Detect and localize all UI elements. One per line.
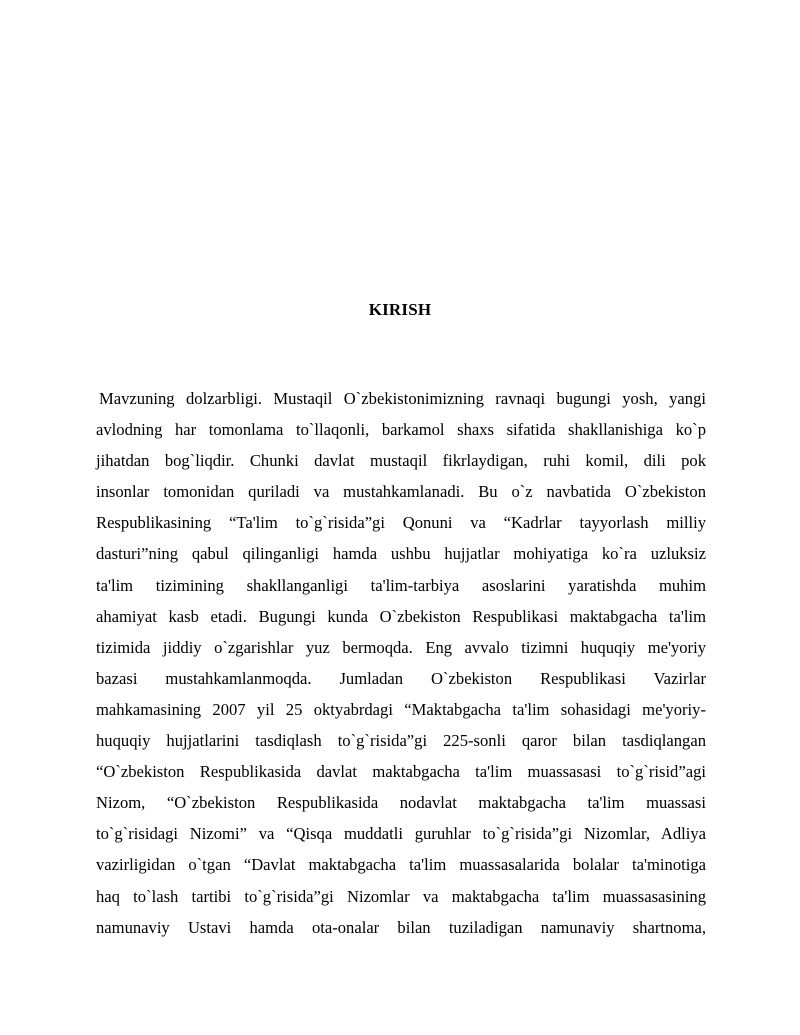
paragraph-line: jihatdan bog`liqdir. Chunki davlat mustaqil fikrlaydigan, ruhi komil, dili pok: [96, 451, 706, 471]
paragraph-line: haq to`lash tartibi to`g`risida”gi Nizomlar va maktabgacha ta'lim muassasasining: [96, 886, 706, 906]
paragraph-line: huquqiy hujjatlarini tasdiqlash to`g`risida”gi 225-sonli qaror bilan tasdiqlangan: [96, 731, 706, 751]
paragraph-line: vazirligidan o`tgan “Davlat maktabgacha ta'lim muassasalarida bolalar ta'minotiga: [96, 855, 706, 875]
paragraph-line: to`g`risidagi Nizomi” va “Qisqa muddatli guruhlar to`g`risida”gi Nizomlar, Adliya: [96, 824, 706, 844]
paragraph-line: tizimida jiddiy o`zgarishlar yuz bermoqda. Eng avvalo tizimni huquqiy me'yoriy: [96, 637, 706, 657]
paragraph-line: ahamiyat kasb etadi. Bugungi kunda O`zbekiston Respublikasi maktabgacha ta'lim: [96, 606, 706, 626]
paragraph-line: insonlar tomonidan quriladi va mustahkamlanadi. Bu o`z navbatida O`zbekiston: [96, 482, 706, 502]
paragraph-line: ta'lim tizimining shakllanganligi ta'lim-tarbiya asoslarini yaratishda muhim: [96, 575, 706, 595]
paragraph-line: Nizom, “O`zbekiston Respublikasida nodavlat maktabgacha ta'lim muassasi: [96, 793, 706, 813]
paragraph-line: namunaviy Ustavi hamda ota-onalar bilan tuziladigan namunaviy shartnoma,: [96, 917, 706, 937]
paragraph-line: bazasi mustahkamlanmoqda. Jumladan O`zbekiston Respublikasi Vazirlar: [96, 668, 706, 688]
paragraph-line: Mavzuning dolzarbligi. Mustaqil O`zbekistonimizning ravnaqi bugungi yosh, yangi: [99, 389, 706, 408]
body-paragraph: [96, 383, 706, 943]
paragraph-line: “O`zbekiston Respublikasida davlat maktabgacha ta'lim muassasasi to`g`risid”agi: [96, 762, 706, 782]
paragraph-line: dasturi”ning qabul qilinganligi hamda ushbu hujjatlar mohiyatiga ko`ra uzluksiz: [96, 544, 706, 564]
paragraph-line: avlodning har tomonlama to`llaqonli, barkamol shaxs sifatida shakllanishiga ko`p: [96, 420, 706, 440]
paragraph-line: mahkamasining 2007 yil 25 oktyabrdagi “Maktabgacha ta'lim sohasidagi me'yoriy-: [96, 699, 706, 719]
paragraph-line: Respublikasining “Ta'lim to`g`risida”gi Qonuni va “Kadrlar tayyorlash milliy: [96, 513, 706, 533]
section-title: KIRISH: [368, 300, 432, 319]
